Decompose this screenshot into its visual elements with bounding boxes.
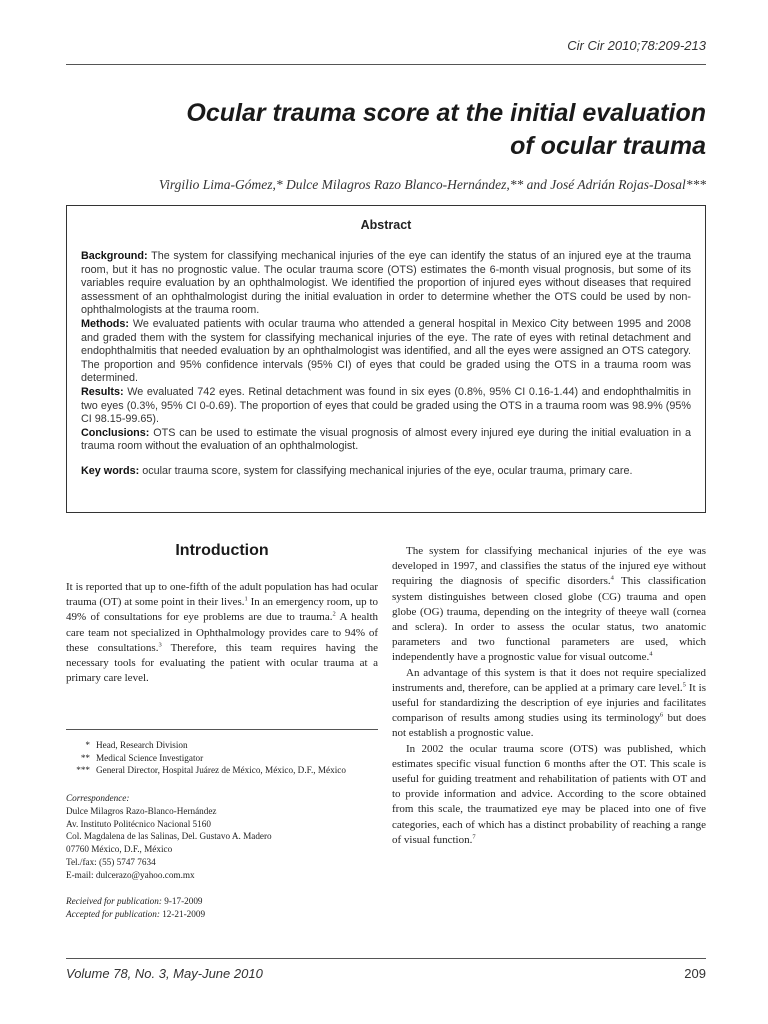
citation-ref: 6 [659, 711, 664, 719]
citation-ref: 1 [244, 595, 248, 603]
article-title [106, 97, 706, 163]
intro-text-d: Therefore, this team requires having the necessary tools for evaluating the patient with ocular trauma at a primary care level. [66, 641, 379, 685]
accepted-value: 12-21-2009 [159, 908, 206, 919]
correspondence-line: Av. Instituto Politécnico Nacional 5160 [66, 818, 211, 829]
correspondence-line: Dulce Milagros Razo-Blanco-Hernández [66, 805, 217, 816]
footnote-item [66, 764, 378, 777]
received-value: 9-17-2009 [161, 896, 203, 906]
received-date [66, 895, 378, 908]
paragraph-text: It is useful for standardizing the description of eye injuries and facilitates comparison of results among studies using its terminology [392, 681, 706, 725]
footnote-item [66, 739, 378, 752]
methods-text: We evaluated patients with ocular trauma who attended a general hospital in Mexico City between 1995 and 2008 and graded them with the system for classifying mechanical injuries of the eye. The rate of eyes with retinal detachment and endophthalmitis that needed evaluation by an ophthalmologist was identified, and all the eyes were assigned an OTS category. The proportion and 95% confidence intervals (95% CI) of eyes that could be graded using the OTS in a trauma room was determined. [81, 317, 691, 385]
footnote-text: Medical Science Investigator [96, 752, 204, 763]
intro-text-a: It is reported that up to one-fifth of the adult population has had ocular trauma (OT) at some point in their lives. [66, 581, 378, 609]
correspondence-line: 07760 México, D.F., México [66, 844, 173, 855]
citation-ref: 4 [649, 650, 653, 658]
abstract-results [81, 386, 691, 427]
affiliation-footnotes [66, 739, 378, 777]
citation-ref: 3 [158, 641, 162, 649]
abstract-heading: Abstract [360, 218, 412, 232]
title-line-1: Ocular trauma score at the initial evaluation [186, 99, 706, 127]
correspondence-email: E-mail: dulcerazo@yahoo.com.mx [66, 869, 195, 880]
title-line-2: of ocular trauma [510, 132, 706, 160]
footnote-item [66, 752, 378, 765]
footnote-mark: *** [76, 765, 90, 776]
journal-volume: Volume 78, No. 3, May-June 2010 [66, 966, 263, 981]
right-paragraph-3 [392, 742, 706, 848]
abstract-background [81, 250, 691, 318]
footnote-mark: ** [80, 752, 90, 763]
abstract-methods [81, 318, 691, 386]
footer-rule [66, 958, 706, 959]
correspondence-block [66, 792, 378, 882]
paragraph-text: This classification system distinguishes between closed globe (CG) trauma and open globe (OG) trauma, depending on the integrity of theeye wall (cornea and sclera). In order to assess the ocular status, two anatomic parameters and two functional parameters are used, which independently have a prognostic value for visual outcome. [392, 575, 706, 664]
author-list: Virgilio Lima-Gómez,* Dulce Milagros Razo Blanco-Hernández,** and José Adrián Rojas-Dosal*** [158, 177, 706, 192]
correspondence-label: Correspondence: [66, 793, 130, 803]
abstract-body [81, 250, 691, 479]
correspondence-line: Col. Magdalena de las Salinas, Del. Gustavo A. Madero [66, 831, 272, 842]
abstract-keywords [81, 465, 691, 479]
keywords-text: ocular trauma score, system for classifying mechanical injuries of the eye, ocular trauma, primary care. [139, 464, 633, 477]
citation-ref: 4 [610, 574, 614, 582]
intro-text-b: In an emergency room, up to 49% of consultations for eye problems are due to trauma. [66, 596, 378, 624]
introduction-paragraph [66, 580, 378, 686]
citation-ref: 2 [332, 610, 336, 618]
accepted-label: Accepted for publication: [66, 908, 160, 919]
citation-ref: 7 [472, 833, 476, 841]
correspondence-line: Tel./fax: (55) 5747 7634 [66, 856, 156, 867]
paragraph-text: In 2002 the ocular trauma score (OTS) was published, which estimates specific visual function 6 months after the OT. This scale is useful for guiding treatment and rehabilitation of patients with OT and to provide information and advice. According to the score obtained from this scale, the traumatized eye may be placed into one of five categories, each of which has a distinct probability of reaching a range of visual function. [392, 742, 706, 846]
accepted-date [66, 908, 378, 921]
conclusions-text: OTS can be used to estimate the visual prognosis of almost every injured eye during the initial evaluation in a trauma room without the evaluation of an ophthalmologist. [81, 426, 691, 453]
methods-label: Methods: [81, 317, 129, 330]
background-label: Background: [81, 250, 148, 262]
intro-paragraph-1 [66, 580, 378, 686]
right-paragraph-1 [392, 544, 706, 666]
background-text: The system for classifying mechanical injuries of the eye can identify the status of an injured eye at the trauma room, but it has no prognostic value. The ocular trauma score (OTS) estimates the 6-month visual prognosis, but some of its variables require evaluation by an ophthalmologist. We identified the proportion of injured eyes without diseases that required assessment of an ophthalmologist during the initial evaluation in order to determine whether the OTS could be used by non-ophthalmologists at the trauma room. [81, 250, 691, 317]
results-label: Results: [81, 385, 124, 398]
citation-ref: 5 [682, 681, 686, 689]
abstract-conclusions [81, 427, 691, 454]
introduction-heading: Introduction [175, 542, 269, 559]
keywords-label: Key words: [81, 464, 140, 477]
footnote-text: General Director, Hospital Juárez de México, México, D.F., México [96, 765, 346, 776]
publication-dates [66, 895, 378, 921]
abstract-box [66, 205, 706, 513]
paragraph-text: An advantage of this system is that it does not require specialized instruments and, therefore, can be applied at a primary care level. [392, 666, 706, 694]
page-number: 209 [684, 966, 706, 981]
right-column-text [392, 544, 706, 848]
footnote-mark: * [85, 740, 90, 750]
results-text: We evaluated 742 eyes. Retinal detachment was found in six eyes (0.8%, 95% CI 0.16-1.44) and endophthalmitis in two eyes (0.3%, 95% CI 0-0.69). The proportion of eyes that could be graded using the OTS in a trauma room was 98.9% (95% CI 98.15-99.65). [81, 385, 691, 426]
received-label: Recieived for publication: [66, 896, 162, 906]
journal-citation: Cir Cir 2010;78:209-213 [567, 38, 706, 53]
conclusions-label: Conclusions: [81, 426, 150, 439]
header-rule [66, 64, 706, 65]
footnote-rule [66, 729, 378, 730]
right-paragraph-2 [392, 666, 706, 742]
paragraph-text: but does not establish a prognostic value. [392, 712, 706, 740]
paragraph-text: The system for classifying mechanical injuries of the eye was developed in 1997, and classifies the status of the injured eye without requiring the diagnosis of specific disorders. [392, 545, 706, 588]
intro-text-c: A health care team not specialized in Ophthalmology provides care to 94% of these consultations. [66, 611, 379, 654]
footnote-text: Head, Research Division [96, 740, 188, 750]
